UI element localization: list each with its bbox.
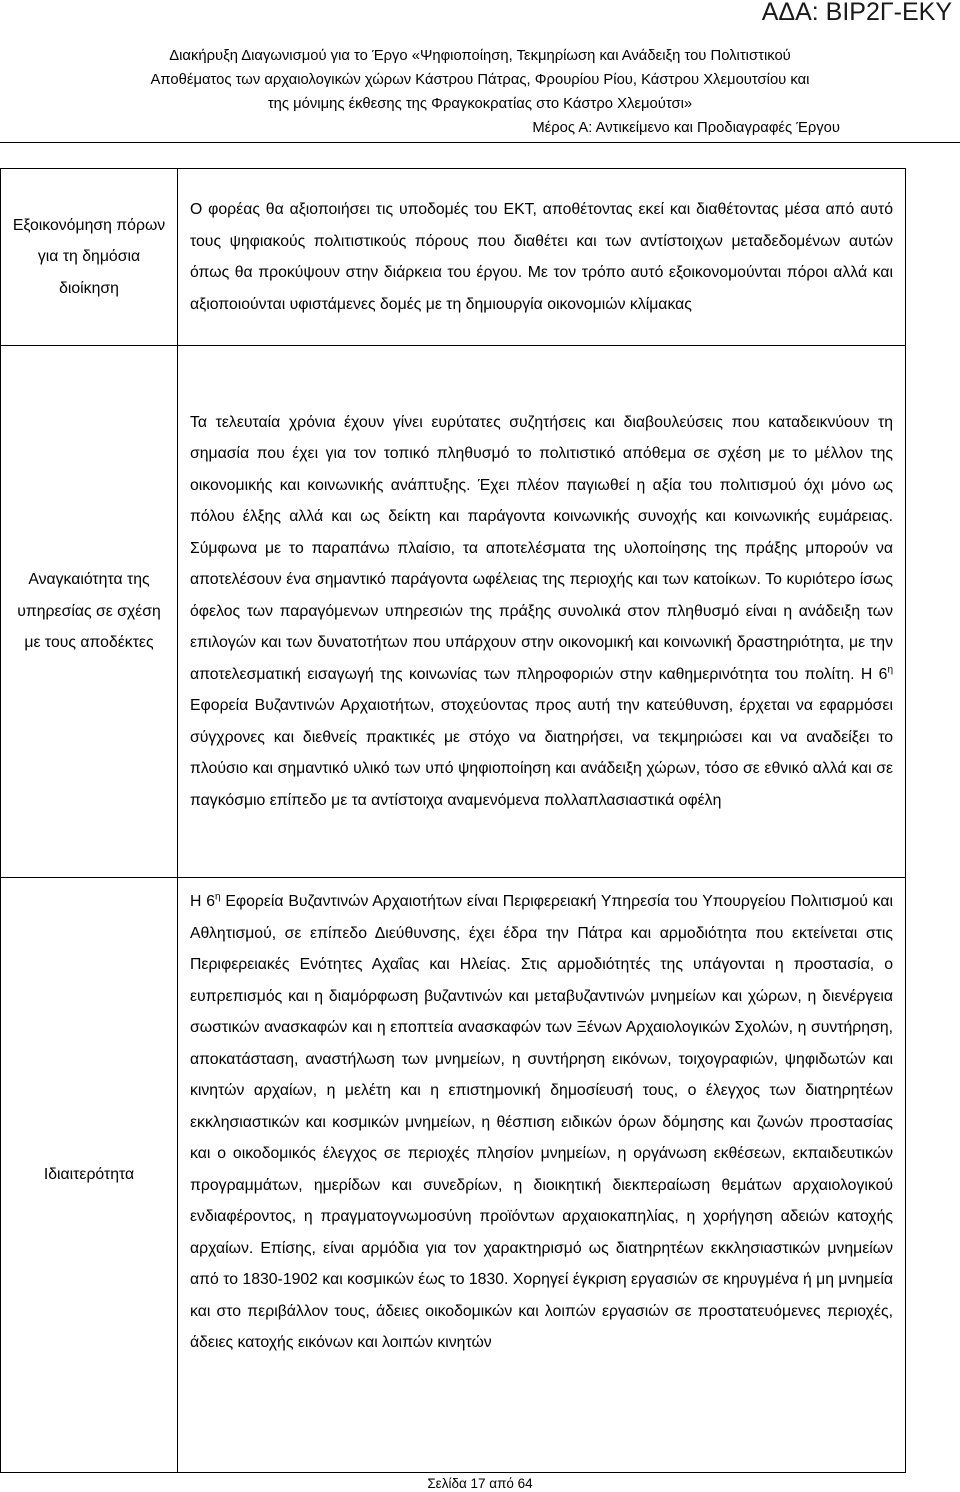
header-line-3: της μόνιμης έκθεσης της Φραγκοκρατίας στο Κάστρο Χλεμούτσι» xyxy=(267,96,693,112)
page-number: Σελίδα 17 από 64 xyxy=(427,1476,533,1491)
superscript: η xyxy=(887,664,893,676)
row-label: Αναγκαιότητα της υπηρεσίας σε σχέση με τους αποδέκτες xyxy=(1,346,178,878)
superscript: η xyxy=(214,891,221,903)
header-line-2: Αποθέματος των αρχαιολογικών χώρων Κάστρου Πάτρας, Φρουρίου Ρίου, Κάστρου Χλεμουτσίου και xyxy=(150,72,810,88)
row-label: Εξοικονόμηση πόρων για τη δημόσια διοίκηση xyxy=(1,169,178,346)
row-content: Η $6^\eta$ Εφορεία Βυζαντινών Αρχαιοτήτων είναι Περιφερειακή Υπηρεσία του Υπουργείου Πολιτισμού και Αθλητισμού, σε επίπεδο Διεύθυνσης, έχει έδρα την Πάτρα και αρμοδιότητα που εκτείνεται στις Περιφερειακές Ενότητες Αχαΐας και Ηλείας. Στις αρμοδιότητές της υπάγονται η προστασία, ο ευπρεπισμός και η διαμόρφωση βυζαντινών και μεταβυζαντινών μνημείων και χώρων, η διενέργεια σωστικών ανασκαφών και η εποπτεία ανασκαφών των Ξένων Αρχαιολογικών Σχολών, η συντήρηση, αποκατάσταση, αναστήλωση των μνημείων, η συντήρηση εικόνων, τοιχογραφιών, ψηφιδωτών και κινητών αρχαίων, η μελέτη και η επιστημονική δημοσίευσή τους, ο έλεγχος των διατηρητέων εκκλησιαστικών και κοσμικών μνημείων, η θέσπιση ειδικών όρων δόμησης και ζωνών προστασίας και ο οικοδομικός έλεγχος σε περιοχές πλησίον μνημείων, η οργάνωση εκθέσεων, εκπαιδευτικών προγραμμάτων, ημερίδων και συνεδρίων, η διοικητική διεκπεραίωση θεμάτων αρχαιολογικού ενδιαφέροντος, η πραγματογνωμοσύνη προϊόντων αρχαιοκαπηλίας, η χορήγηση αδειών κατοχής αρχαίων. Επίσης, είναι αρμόδια για τον χαρακτηρισμό ως διατηρητέων εκκλησιαστικών μνημείων από το 1830-1902 και κοσμικών έως το 1830. Χορηγεί έγκριση εργασιών σε κηρυγμένα ή μη μνημεία και στο περιβάλλον τους, άδειες οικοδομικών και λοιπών εργασιών σε προστατευόμενες περιοχές, άδειες κατοχής εικόνων και λοιπών κινητών xyxy=(178,878,906,1473)
row-label: Ιδιαιτερότητα xyxy=(1,878,178,1473)
header-line-1: Διακήρυξη Διαγωνισμού για το Έργο «Ψηφιοποίηση, Τεκμηρίωση και Ανάδειξη του Πολιτιστικού xyxy=(169,48,791,64)
specification-table xyxy=(0,168,906,1473)
row-content: Τα τελευταία χρόνια έχουν γίνει ευρύτατες συζητήσεις και διαβουλεύσεις που καταδεικνύουν τη σημασία που έχει για τον τοπικό πληθυσμό το πολιτιστικό απόθεμα σε σχέση με το μέλλον της οικονομικής και κοινωνικής ανάπτυξης. Έχει πλέον παγιωθεί η αξία του πολιτισμού όχι μόνο ως πόλου έλξης αλλά και ως δείκτη και παράγοντα κοινωνικής συνοχής και κοινωνικής ευμάρειας. Σύμφωνα με το παραπάνω πλαίσιο, τα αποτελέσματα της υλοποίησης της πράξης μπορούν να αποτελέσουν ένα σημαντικό παράγοντα ωφέλειας της περιοχής και των κατοίκων. Το κυριότερο ίσως όφελος των παραγόμενων υπηρεσιών της πράξης συνολικά στον πληθυσμό είναι η ανάδειξη των επιλογών και των δυνατοτήτων που υπάρχουν στην οικονομική και κοινωνική δραστηριότητα, με την αποτελεσματική εισαγωγή της κοινωνίας των πληροφοριών στην καθημερινότητα του πολίτη. Η $6^\eta$ Εφορεία Βυζαντινών Αρχαιοτήτων, στοχεύοντας προς αυτή την κατεύθυνση, έρχεται να εφαρμόσει σύγχρονες και διεθνείς πρακτικές με στόχο να διατηρήσει, να τεκμηριώσει και να αναδείξει το πλούσιο και σημαντικό υλικό των υπό ψηφιοποίηση και ανάδειξη χώρων, τόσο σε εθνικό αλλά και σε παγκόσμιο επίπεδο με τα αντίστοιχα αναμενόμενα πολλαπλασιαστικά οφέλη xyxy=(178,346,906,878)
document-id: ΑΔΑ: ΒΙΡ2Γ-ΕΚΥ xyxy=(761,0,952,26)
table-row xyxy=(1,346,906,878)
table-row xyxy=(1,169,906,346)
table-row xyxy=(1,878,906,1473)
header-part-title: Μέρος Α: Αντικείμενο και Προδιαγραφές Έργου xyxy=(532,120,840,136)
document-header xyxy=(0,44,960,116)
header-divider xyxy=(0,142,960,143)
row-content: Ο φορέας θα αξιοποιήσει τις υποδομές του ΕΚΤ, αποθέτοντας εκεί και διαθέτοντας μέσα από αυτό τους ψηφιακούς πολιτιστικούς πόρους που διαθέτει και των αντίστοιχων μεταδεδομένων αυτών όπως θα προκύψουν στην διάρκεια του έργου. Με τον τρόπο αυτό εξοικονομούνται πόροι αλλά και αξιοποιούνται υφιστάμενες δομές με τη δημιουργία οικονομιών κλίμακας xyxy=(178,169,906,346)
